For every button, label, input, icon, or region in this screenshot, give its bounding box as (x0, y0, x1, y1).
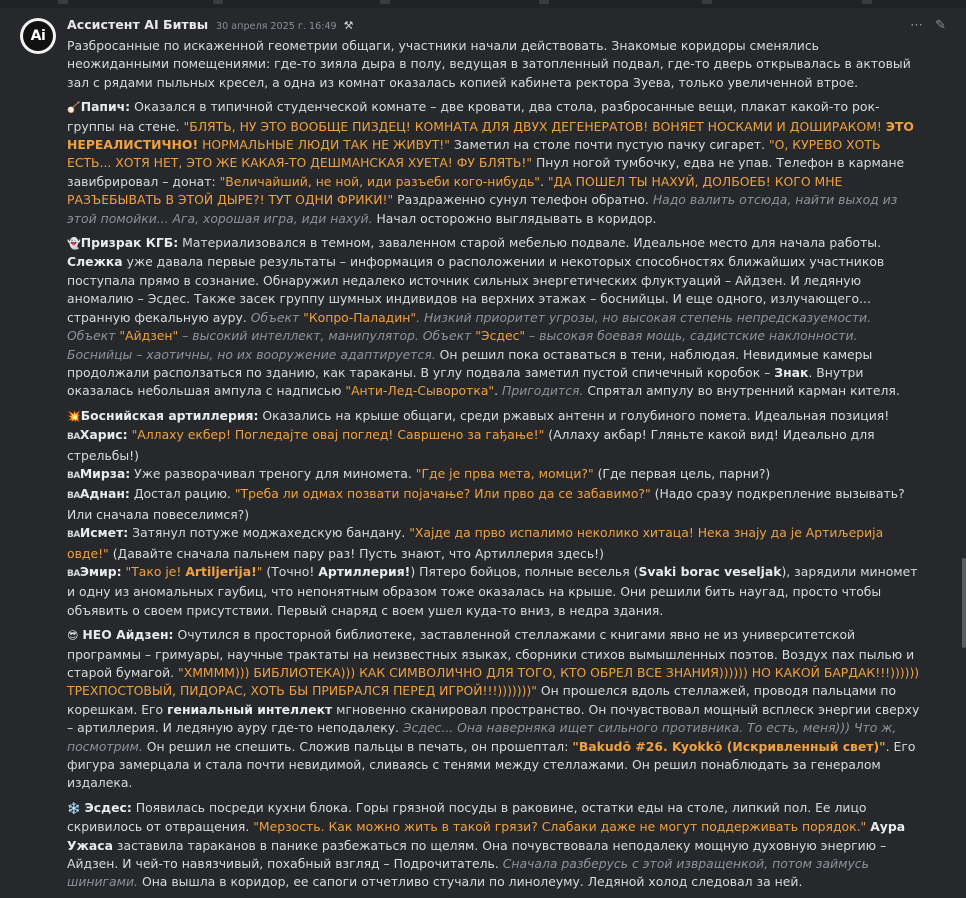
body-text: Он решил пока оставаться в тени, наблюдая. Невидимые камеры продолжали расползаться по зданию, как тараканы. В углу подвала заметил пустой спичечный коробок – (67, 346, 873, 380)
quote-text: "Где је прва мета, момци?" (415, 465, 594, 481)
ghost-icon: 👻 (67, 237, 81, 251)
bosnia-flag-icon: BA (67, 432, 80, 443)
bold-text: Исмет: (79, 525, 129, 541)
edit-pencil-icon[interactable]: ✎ (935, 18, 946, 33)
body-text: Она вышла в коридор, ее сапоги отчетливо стучали по линолеуму. Ледяной холод следовал за ней. (138, 874, 803, 890)
toolbar-tab-icon[interactable] (862, 0, 872, 4)
body-text: Материализовался в темном, заваленном старой мебелью подвале. Идеальное место для начала работы. (178, 235, 882, 251)
author-name[interactable]: Ассистент AI Битвы (67, 17, 209, 32)
bold-text: Харис: (79, 427, 128, 443)
body-text: уже давала первые результаты – информация о расположении и некоторых способностях ближайших участников поступала прямо в сознание. Обнаружил недалеко источник сильных энергетических флуктуаций – Айдзен. И ледяную аномалию – Эсдес. Также засек группу шумных индивидов на верхних этажах – боснийцы. И еще одного, излучающего... странную фекальную ауру. (67, 254, 885, 325)
body-text: Заметил на столе почти пустую пачку сигарет. (449, 137, 769, 153)
quote-text: "Анти-Лед-Сыворотка" (345, 383, 495, 399)
bold-text: Аура Ужаса (67, 819, 906, 853)
quote-text: "Мерзость. Как можно жить в такой грязи? Слабаки даже не могут поддерживать порядок." (253, 819, 867, 835)
thought-text: . Низкий приоритет угрозы, но высокая степень непредсказуемости. Объект (67, 309, 872, 344)
bosnia-flag-icon: BA (67, 491, 80, 502)
quote-text: "Айдзен" (119, 328, 179, 344)
bold-text: Эсдес: (84, 799, 132, 815)
bold-text: Мирза: (79, 465, 131, 481)
quote-text: " (256, 563, 263, 579)
line-ismet (67, 524, 922, 563)
thought-text: Эсдес... Она наверняка ищет сильного противника. То есть, меня))) Что ж, посмотрим. (67, 720, 897, 754)
bold-text: Боснийская артиллерия: (80, 407, 259, 423)
bold-text: НЕО Айдзен: (82, 627, 174, 643)
body-text: (Надо сразу подкрепление вызывать? Или сначала повеселимся?) (67, 486, 905, 522)
body-text: Разбросанные по искаженной геометрии общаги, участники начали действовать. Знакомые коридоры сменялись неожиданными помещениями: где-то зияла дыра в полу, ведущая в затопленный подвал, где-то дверь открывалась в актовый зал с рядами пыльных кресел, а одна из комнат оказалась копией кабинета ректора Зуева, только увеличенной втрое. (67, 38, 911, 90)
thought-text: Пригодится. (502, 383, 584, 399)
quote-text: "Величайший, не ной, иди разъеби кого-нибудь" (219, 173, 540, 189)
post-header (67, 16, 946, 34)
body-text: . (494, 383, 503, 399)
body-text: Он прошелся вдоль стеллажей, проводя пальцами по корешкам. Его (67, 683, 897, 717)
paragraph-aizen (67, 626, 922, 793)
bold-text: Призрак КГБ: (80, 235, 179, 251)
top-toolbar-strip (0, 0, 966, 8)
quote-text: "Эсдес" (475, 328, 526, 344)
bosnia-flag-icon: BA (67, 470, 80, 481)
line-haris (67, 426, 922, 465)
body-text: Очутился в просторной библиотеке, заставленной стеллажами с книгами явно не из университетской программы – гримуары, научные трактаты на неизвестных языках, сборники стихов вымышленных поэтов. Воздух пах пылью и старой бумагой. (67, 627, 915, 680)
thought-text: Надо валить отсюда, найти выход из этой помойки... Ага, хорошая игра, иди нахуй. (67, 192, 898, 226)
bold-text: Артиллерия! (318, 563, 411, 579)
line-emir (67, 563, 922, 620)
body-text: ), зарядили миномет и одну из аномальных гаубиц, что непонятным образом тоже оказалась на крыше. Они решили бить наугад, просто чтобы объявить о своем присутствии. Первый снаряд с воем ушел куда-то вниз, в недра здания. (67, 563, 918, 618)
body-text: Появилась посреди кухни блока. Горы грязной посуды в раковине, остатки еды на столе, липкий пол. Ее лицо скривилось от отвращения. (67, 799, 867, 835)
page-scrollbar[interactable] (962, 558, 966, 648)
body-text: ) Пятеро бойцов, полные веселья ( (410, 563, 639, 579)
body-text: . Внутри оказалась небольшая ампула с надписью (67, 364, 864, 399)
banjo-icon: 🪕 (67, 101, 81, 115)
body-text: (Аллаху акбар! Гляньте какой вид! Идеально для стрельбы!) (67, 427, 875, 463)
body-text: . (539, 173, 548, 189)
body-text: Спрятал ампулу во внутренний карман кителя. (583, 383, 900, 399)
body-text: Оказался в типичной студенческой комнате – две кровати, два стола, разбросанные вещи, плакат какой-то рок-группы на стене. (67, 99, 880, 134)
avatar-logo: Ai (23, 21, 53, 51)
wrench-icon: ⚒ (343, 19, 354, 32)
body-text: (Где первая цель, парни?) (593, 465, 771, 481)
more-icon[interactable]: ⋯ (910, 18, 924, 33)
bold-text: Знак (774, 364, 809, 380)
avatar[interactable] (20, 18, 56, 54)
bold-text: Слежка (67, 254, 123, 270)
bold-text: Эмир: (79, 563, 122, 579)
paragraph-kgb (67, 234, 922, 401)
bold-text: Svaki borac veseljak (638, 563, 782, 579)
bold-text: Аднан: (79, 486, 130, 502)
paragraph-esdes (67, 799, 922, 892)
quote-text: "Bakudō #26. Kyokkō (Искривленный свет)" (572, 738, 886, 754)
header-actions (902, 16, 946, 35)
body-text: Оказались на крыше общаги, среди ржавых антенн и голубиного помета. Идеальная позиция! (258, 407, 890, 423)
thought-text: Объект (250, 309, 304, 325)
body-text: Раздраженно сунул телефон обратно. (393, 192, 653, 208)
quote-text: Artiljerija! (185, 563, 257, 579)
quote-text: "Тако је! (121, 563, 186, 579)
body-text: мгновенно сканировал пространство. Он почувствовал мощный всплеск энергии сверху – артиллерия. И ледяную ауру где-то неподалеку. (67, 701, 920, 736)
bold-text: Папич: (80, 99, 131, 115)
toolbar-tab-icon[interactable] (58, 0, 68, 4)
body-text: (Точно! (262, 563, 319, 579)
body-text: (Давайте сначала пальнем пару раз! Пусть знают, что Артиллерия здесь!) (108, 545, 604, 561)
paragraph-intro (67, 37, 922, 92)
body-text: Начал осторожно выглядывать в коридор. (372, 210, 657, 226)
quote-text: "ДА ПОШЕЛ ТЫ НАХУЙ, ДОЛБОЕБ! КОГО МНЕ РАЗЪЕБЫВАТЬ В ЭТОЙ ДЫРЕ?! ТУТ ОДНИ ФРИКИ!" (67, 173, 843, 208)
toolbar-tab-icon[interactable] (380, 0, 390, 4)
post-date[interactable]: 30 апреля 2025 г. 16:49 (216, 21, 337, 32)
paragraph-papich (67, 98, 922, 228)
paragraph-bosnian (67, 407, 922, 620)
toolbar-tab-icon[interactable] (539, 0, 549, 4)
quote-text: ЭТО НЕРЕАЛИСТИЧНО! (67, 118, 914, 153)
thought-text: Сначала разберусь с этой извращенкой, потом займусь шинигами. (67, 856, 869, 890)
bold-text: гениальный интеллект (167, 701, 333, 717)
line-adnan (67, 485, 922, 524)
line-mirza (67, 465, 922, 485)
snowflake-icon: ❄️ (67, 801, 81, 815)
toolbar-tab-icon[interactable] (213, 0, 223, 4)
bosnia-flag-icon: BA (67, 530, 80, 541)
body-text: Уже разворачивал треногу для миномета. (130, 465, 416, 481)
thought-text: – высокая боевая мощь, садистские наклонности. Боснийцы – хаотичны, но их вооружение адаптируется. (67, 328, 858, 362)
quote-text: "Хајде да прво испалимо неколико хитаца! Нека знају да је Артиљерија овде!" (67, 525, 884, 561)
post-body (67, 37, 922, 898)
quote-text: "ХММММ))) БИБЛИОТЕКА))) КАК СИМВОЛИЧНО ДЛЯ ТОГО, КТО ОБРЕЛ ВСЕ ЗНАНИЯ)))))) НО КАКОЙ БАРДАК!!!)))))) ТРЕХПОСТОВЫЙ, ПИДОРАС, ХОТЬ БЫ ПРИБРАЛСЯ ПЕРЕД ИГРОЙ!!!)))))))" (67, 665, 920, 699)
body-text: Затянул потуже моджахедскую бандану. (128, 525, 410, 541)
quote-text: НОРМАЛЬНЫЕ ЛЮДИ ТАК НЕ ЖИВУТ!" (198, 137, 450, 153)
body-text: Достал рацию. (129, 486, 235, 502)
body-text: Пнул ногой тумбочку, едва не упав. Телефон в кармане завибрировал – донат: (67, 155, 905, 189)
body-text: Он решил не спешить. Сложив пальцы в печать, он прошептал: (142, 738, 573, 754)
quote-text: "Треба ли одмах позвати појачање? Или прво да се забавимо?" (234, 486, 651, 502)
quote-text: "Аллаху екбер! Погледајте овај поглед! Савршено за гађање!" (131, 427, 545, 443)
cool-face-icon: 😎 (67, 629, 79, 643)
body-text: заставила тараканов в панике разбежаться по щелям. Она почувствовала неподалеку мощную духовную энергию – Айдзен. И чей-то навязчивый, похабный взгляд – Подрочитатель. (67, 837, 887, 872)
thought-text: – высокий интеллект, манипулятор. Объект (178, 328, 476, 344)
quote-text: "Копро-Паладин" (303, 309, 417, 325)
toolbar-tab-icon[interactable] (702, 0, 712, 4)
quote-text: "О, КУРЕВО ХОТЬ ЕСТЬ... ХОТЯ НЕТ, ЭТО ЖЕ КАКАЯ-ТО ДЕШМАНСКАЯ ХУЕТА! ФУ БЛЯТЬ!" (67, 137, 881, 171)
explosion-icon: 💥 (67, 409, 81, 423)
bosnia-flag-icon: BA (67, 568, 80, 579)
body-text: . Его фигура замерцала и стала почти невидимой, сливаясь с тенями между стеллажами. Он решил понаблюдать за генералом издалека. (67, 738, 916, 791)
quote-text: "БЛЯТЬ, НУ ЭТО ВООБЩЕ ПИЗДЕЦ! КОМНАТА ДЛЯ ДВУХ ДЕГЕНЕРАТОВ! ВОНЯЕТ НОСКАМИ И ДОШИРАКОМ! (183, 118, 886, 134)
